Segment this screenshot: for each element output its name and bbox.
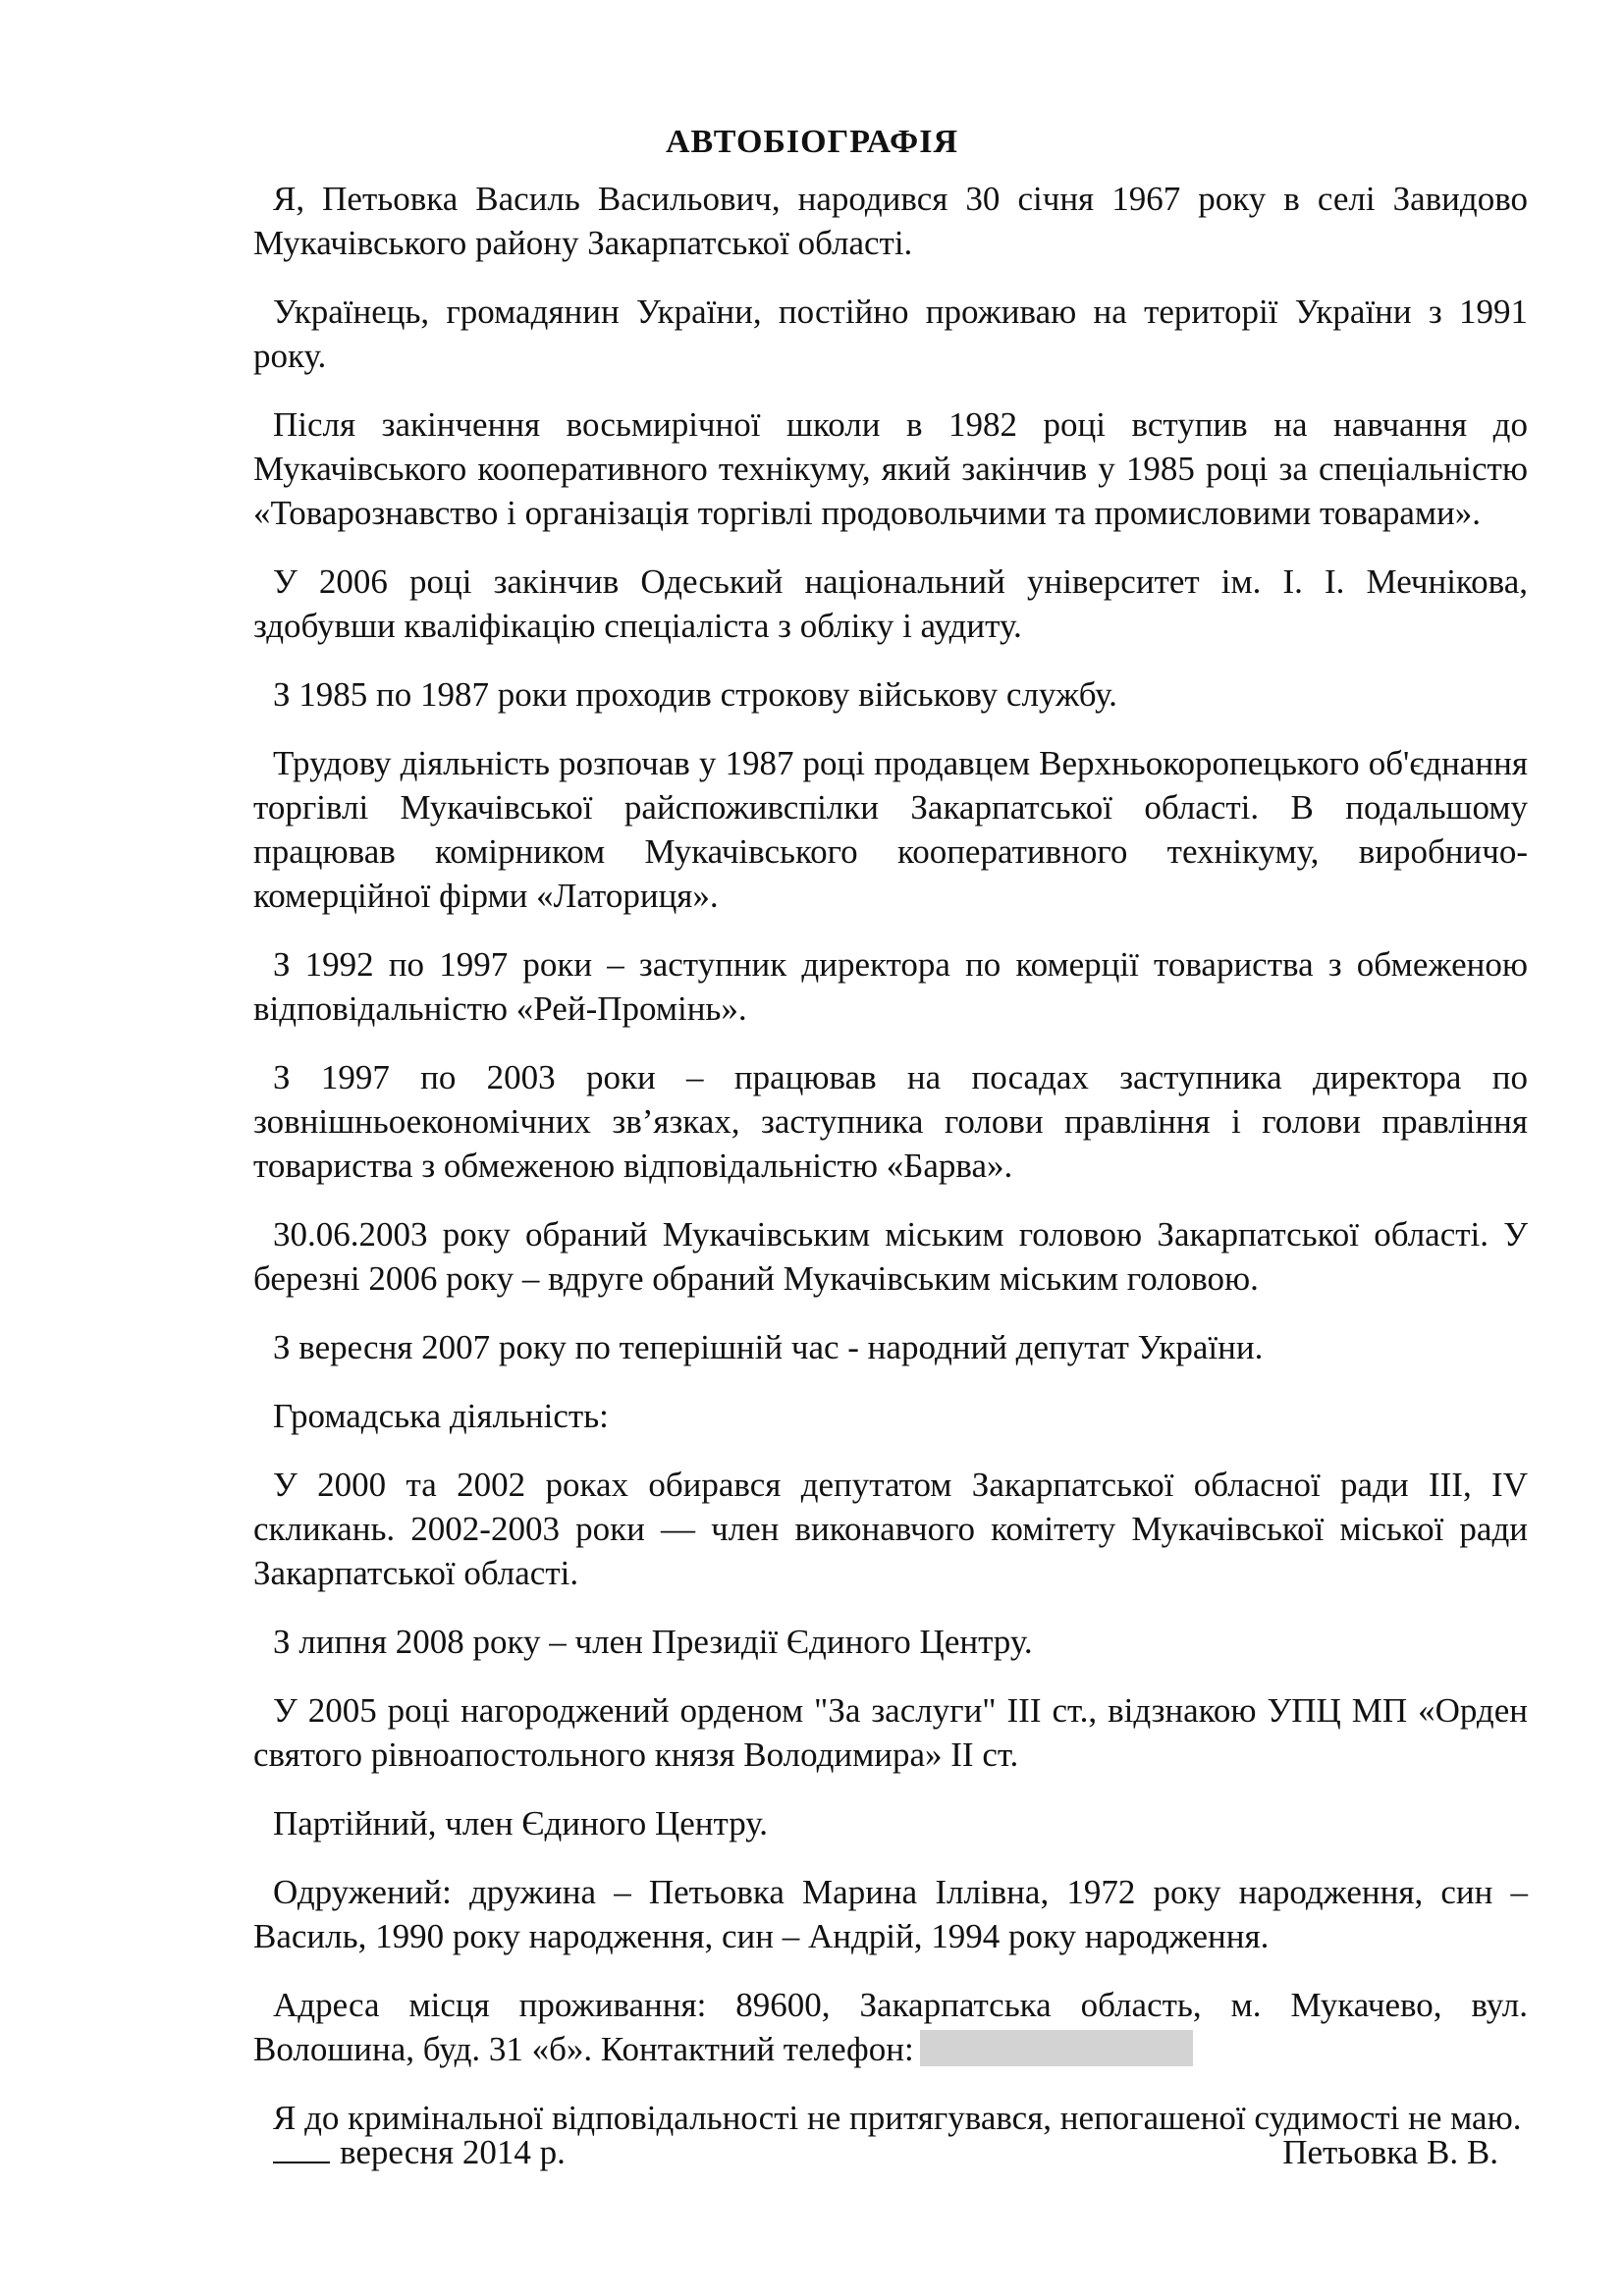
paragraph-public-activity-heading: Громадська діяльність: [273,1397,609,1435]
document-title: АВТОБІОГРАФІЯ [665,124,959,160]
paragraph-criminal-record: Я до кримінальної відповідальності не притягувався, непогашеної судимості не маю. [273,2099,1522,2137]
document-body [253,177,1528,2164]
paragraph-rey-promin: З 1992 по 1997 роки – заступник директора по комерції товариства з обмеженою відповідальністю «Рей-Промінь». [253,945,1528,1028]
paragraph-military-service: З 1985 по 1987 роки проходив строкову військову службу. [273,675,1117,714]
signature-name: Петьовка В. В. [1282,2133,1498,2171]
paragraph-address [253,1983,1528,2071]
paragraph-early-career: Трудову діяльність розпочав у 1987 році продавцем Верхньокоропецького об'єднання торгівлі Мукачівської райспоживспілки Закарпатської області. В подальшому працював комірником Мукачівського кооперативного технікуму, виробничо-комерційної фірми «Латориця». [253,744,1528,915]
signature-date-text: вересня 2014 р. [340,2133,566,2171]
paragraph-party: Партійний, член Єдиного Центру. [273,1804,769,1842]
paragraph-birth: Я, Петьовка Василь Васильович, народився 30 січня 1967 року в селі Завидово Мукачівського району Закарпатської області. [253,180,1528,262]
paragraph-university: У 2006 році закінчив Одеський національний університет ім. І. І. Мечнікова, здобувши кваліфікацію спеціаліста з обліку і аудиту. [253,562,1528,645]
paragraph-citizenship: Українець, громадянин України, постійно проживаю на території України з 1991 року. [253,293,1528,375]
signature-date [273,2130,566,2174]
paragraph-mayor: 30.06.2003 року обраний Мукачівським міським головою Закарпатської області. У березні 2006 року – вдруге обраний Мукачівським міським головою. [253,1215,1528,1298]
paragraph-presidium: З липня 2008 року – член Президії Єдиного Центру. [273,1623,1033,1661]
address-text: Адреса місця проживання: 89600, Закарпатська область, м. Мукачево, вул. Волошина, буд. 31 «б». Контактний телефон: [253,1986,1528,2068]
paragraph-barva: З 1997 по 2003 роки – працював на посадах заступника директора по зовнішньоекономічних зв’язках, заступника голови правління і голови правління товариства з обмеженою відповідальністю «Барва». [253,1058,1528,1185]
paragraph-deputy: З вересня 2007 року по теперішній час - народний депутат України. [273,1328,1264,1366]
date-blank-line [273,2134,330,2163]
paragraph-technical-school: Після закінчення восьмирічної школи в 1982 році вступив на навчання до Мукачівського кооперативного технікуму, який закінчив у 1985 році за спеціальністю «Товарознавство і організація торгівлі продовольчими та промисловими товарами». [253,405,1528,532]
paragraph-awards: У 2005 році нагороджений орденом "За заслуги" ІІІ ст., відзнакою УПЦ МП «Орден святого рівноапостольного князя Володимира» ІІ ст. [253,1691,1528,1774]
paragraph-regional-council: У 2000 та 2002 роках обирався депутатом Закарпатської обласної ради ІІІ, ІV скликань. 2002-2003 роки — член виконавчого комітету Мукачівської міської ради Закарпатської області. [253,1466,1528,1592]
redacted-phone-block [920,2030,1193,2066]
paragraph-family: Одружений: дружина – Петьовка Марина Іллівна, 1972 року народження, син – Василь, 1990 року народження, син – Андрій, 1994 року народження. [253,1873,1528,1955]
